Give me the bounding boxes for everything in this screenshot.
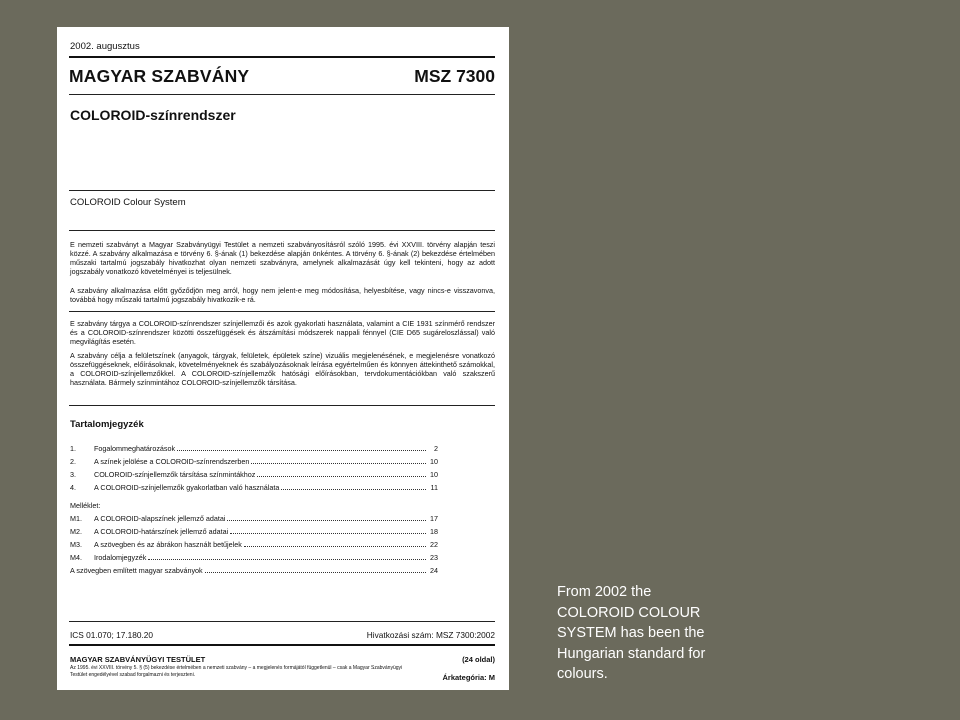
toc-entry-page: 11: [430, 483, 438, 492]
toc-entry: [70, 457, 438, 466]
toc-leader-dots: [205, 572, 426, 573]
toc-leader-dots: [177, 450, 426, 451]
toc-entry: [70, 444, 438, 453]
toc-entry-title: A COLOROID-színjellemzők gyakorlatban való használata: [94, 483, 280, 492]
scope-rule: [69, 311, 495, 312]
page-count: (24 oldal): [462, 655, 495, 664]
toc-leader-dots: [281, 489, 426, 490]
caption-line: From 2002 the: [557, 584, 652, 600]
legal-notice-paragraph: E nemzeti szabványt a Magyar Szabványügyi Testület a nemzeti szabványosításról szóló 1995. évi XXVIII. törvény alapján teszi közzé. A szabvány alkalmazása e törvény 6. §-ának (1) bekezdése alapján önkéntes. A törvény 6. §-ának (2) bekezdése értelmében műszaki tartalmú jogszabály hivatkozhat olyan nemzeti szabványra, amelynek alkalmazását úgy kell tekinteni, hogy az adott jogszabály vonatkozó követelményei is teljesülnek.: [70, 240, 495, 277]
document-date: 2002. augusztus: [70, 41, 140, 52]
purpose-paragraph: A szabvány célja a felületszínek (anyagok, tárgyak, felületek, épületek színe) vizuális megjelenésének, e megjelenésre vonatkozó összefüggéseknek, előírásoknak, követelményeknek és szabályozásoknak leírása egyértelműen és könnyen áttekinthető számokkal, a COLOROID-színjellemzőkkel. A COLOROID-színjellemzők hatósági előírásokban, tervdokumentációkban való szakszerű használata. Bármely színmintához COLOROID-színjellemzők társítása.: [70, 351, 495, 388]
annex-entry-page: 17: [430, 514, 438, 523]
toc-annex-entry: [70, 527, 438, 536]
caption-line: colours.: [557, 666, 608, 682]
toc-entry-title: A színek jelölése a COLOROID-színrendszerben: [94, 457, 250, 466]
footer-rule: [69, 621, 495, 622]
toc-entry-number: 1.: [70, 444, 76, 453]
table-of-contents: [70, 444, 438, 614]
title-hungarian: COLOROID-színrendszer: [70, 107, 236, 123]
standard-cover-page: [57, 27, 509, 690]
toc-entry-page: 10: [430, 470, 438, 479]
publisher-name: MAGYAR SZABVÁNYÜGYI TESTÜLET: [70, 655, 206, 664]
toc-entry-number: 3.: [70, 470, 76, 479]
copyright-fine-print: Az 1995. évi XXVIII. törvény 5. § (5) bekezdése értelmében a nemzeti szabvány – a megjelenés formájától függetlenül – csak a Magyar Szabványügyi Testület engedélyével szabad forgalmazni és terjeszteni.: [70, 665, 403, 678]
intro-rule: [69, 230, 495, 231]
annex-entry-title: Irodalomjegyzék: [94, 553, 147, 562]
toc-annex-entry: [70, 540, 438, 549]
price-category: Árkategória: M: [442, 673, 495, 682]
toc-entry-number: 4.: [70, 483, 76, 492]
toc-annex-entry: [70, 514, 438, 523]
header-rule: [69, 94, 495, 95]
ics-code: ICS 01.070; 17.180.20: [70, 630, 154, 640]
toc-entry-title: COLOROID-színjellemzők társítása színmintákhoz: [94, 470, 256, 479]
toc-entry: [70, 470, 438, 479]
caption-line: Hungarian standard for: [557, 645, 706, 662]
toc-rule: [69, 405, 495, 406]
annex-entry-number: M1.: [70, 514, 82, 523]
toc-leader-dots: [251, 463, 426, 464]
annex-entry-number: M3.: [70, 540, 82, 549]
cited-standards-title: A szövegben említett magyar szabványok: [70, 566, 203, 575]
toc-leader-dots: [148, 559, 426, 560]
top-rule: [69, 56, 495, 58]
standard-number: MSZ 7300: [414, 66, 495, 86]
toc-leader-dots: [227, 520, 426, 521]
annex-entry-title: A szövegben és az ábrákon használt betűjelek: [94, 540, 242, 549]
caption-line: COLOROID COLOUR: [557, 604, 701, 621]
toc-entry: [70, 483, 438, 492]
title-english: COLOROID Colour System: [70, 197, 186, 208]
toc-entry-page: 2: [434, 444, 438, 453]
cited-standards-page: 24: [430, 566, 438, 575]
annex-entry-page: 23: [430, 553, 438, 562]
annex-entry-page: 22: [430, 540, 438, 549]
annex-entry-title: A COLOROID-határszínek jellemző adatai: [94, 527, 229, 536]
toc-leader-dots: [230, 533, 426, 534]
scope-paragraph: E szabvány tárgya a COLOROID-színrendszer színjellemzői és azok gyakorlati használata, valamint a CIE 1931 színmérő rendszer és a COLOROID-színrendszer közötti összefüggések és átszámítási módszerek nappali fénnyel (CIE D65 sugáreloszlással) való megvilágítás esetén.: [70, 319, 495, 347]
annex-entry-number: M4.: [70, 553, 82, 562]
title-rule: [69, 190, 495, 191]
publisher-rule: [69, 644, 495, 646]
slide-caption: [557, 582, 735, 685]
toc-annex-entry: [70, 553, 438, 562]
annex-entry-page: 18: [430, 527, 438, 536]
validity-notice-paragraph: A szabvány alkalmazása előtt győződjön meg arról, hogy nem jelent-e meg módosítása, helyesbítése, vagy nincs-e visszavonva, továbbá hogy műszaki tartalmú jogszabály hivatkozik-e rá.: [70, 286, 495, 305]
toc-entry-page: 10: [430, 457, 438, 466]
toc-leader-dots: [244, 546, 426, 547]
toc-leader-dots: [257, 476, 426, 477]
standard-header: MAGYAR SZABVÁNY: [69, 66, 250, 86]
caption-line: SYSTEM has been the: [557, 625, 705, 641]
toc-cited-standards-entry: [70, 566, 438, 575]
toc-entry-number: 2.: [70, 457, 76, 466]
toc-entry-title: Fogalommeghatározások: [94, 444, 176, 453]
annex-entry-number: M2.: [70, 527, 82, 536]
annex-label: Melléklet:: [70, 501, 101, 510]
toc-title: Tartalomjegyzék: [70, 419, 144, 430]
reference-number: Hivatkozási szám: MSZ 7300:2002: [366, 630, 495, 640]
annex-entry-title: A COLOROID-alapszínek jellemző adatai: [94, 514, 226, 523]
